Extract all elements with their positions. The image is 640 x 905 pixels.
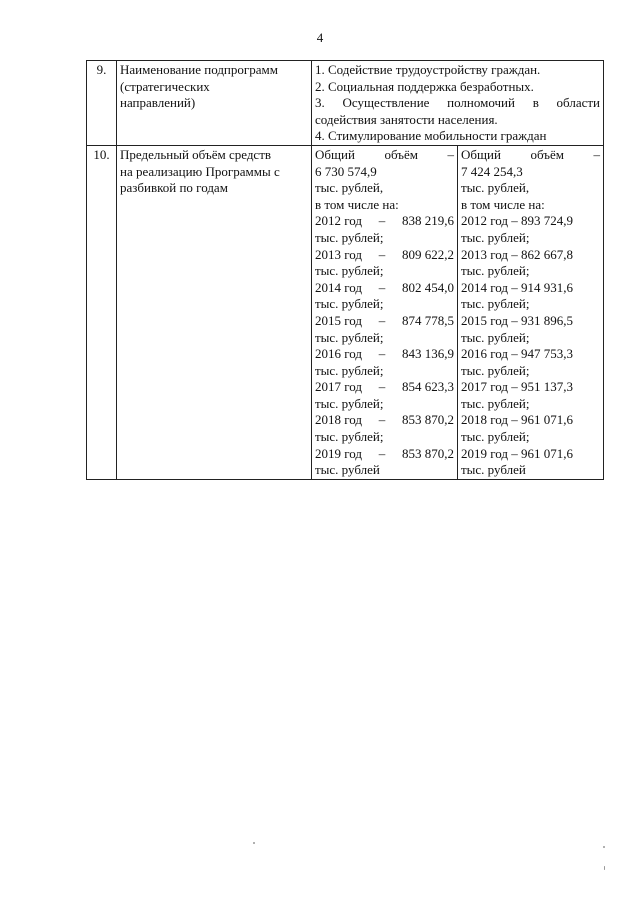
year-dash: – (378, 346, 386, 362)
funding-column-b (458, 145, 604, 479)
total-label: Общий объём – (315, 146, 454, 162)
year-unit: тыс. рублей; (461, 296, 530, 312)
year-value: 853 870,2 (402, 412, 454, 428)
row-number: 9. (87, 61, 117, 146)
year-entry: 2013 год – 862 667,8 (461, 246, 573, 262)
including-label: в том числе на: (461, 196, 545, 212)
subprogram-item: 1. Содействие трудоустройству граждан. (315, 62, 541, 77)
year-entry: 2016 год – 947 753,3 (461, 346, 573, 362)
scan-speck (604, 866, 605, 870)
total-unit: тыс. рублей, (315, 180, 384, 196)
total-label: Общий объём – (461, 146, 601, 162)
subprogram-item: 3. Осуществление полномочий в области содействия занятости населения. (315, 95, 601, 127)
row-title-line: (стратегических (120, 78, 210, 94)
year-label: 2016 год (315, 346, 362, 362)
year-entry (315, 412, 454, 429)
year-label: 2019 год (315, 445, 362, 461)
year-label: 2012 год (315, 213, 362, 229)
year-unit: тыс. рублей (461, 462, 526, 478)
table-row (87, 61, 604, 146)
row-title-cell (117, 145, 312, 479)
year-unit: тыс. рублей; (315, 263, 384, 279)
year-value: 838 219,6 (402, 213, 454, 229)
year-unit: тыс. рублей; (461, 362, 530, 378)
year-label: 2015 год (315, 312, 362, 328)
table-row (87, 145, 604, 479)
subprogram-item: 2. Социальная поддержка безработных. (315, 78, 534, 94)
row-number: 10. (87, 145, 117, 479)
subprograms-cell (312, 61, 604, 146)
year-label: 2014 год (315, 279, 362, 295)
row-title-line: направлений) (120, 95, 196, 111)
year-entry (315, 213, 454, 230)
year-unit: тыс. рублей; (461, 263, 530, 279)
year-entry: 2012 год – 893 724,9 (461, 213, 573, 229)
year-entry: 2015 год – 931 896,5 (461, 312, 573, 328)
year-dash: – (378, 312, 386, 328)
year-label: 2013 год (315, 246, 362, 262)
year-entry (315, 313, 454, 330)
year-dash: – (378, 279, 386, 295)
total-value: 7 424 254,3 (461, 163, 523, 179)
year-value: 854 623,3 (402, 379, 454, 395)
year-unit: тыс. рублей; (315, 429, 384, 445)
year-label: 2017 год (315, 379, 362, 395)
year-dash: – (378, 246, 386, 262)
year-dash: – (378, 379, 386, 395)
year-value: 802 454,0 (402, 279, 454, 295)
year-entry: 2017 год – 951 137,3 (461, 379, 573, 395)
row-title-line: Наименование подпрограмм (120, 62, 278, 77)
row-title-line: разбивкой по годам (120, 180, 228, 196)
year-unit: тыс. рублей; (315, 362, 384, 378)
year-unit: тыс. рублей; (315, 229, 384, 245)
year-unit: тыс. рублей; (461, 429, 530, 445)
year-value: 853 870,2 (402, 445, 454, 461)
program-passport-table (86, 60, 604, 480)
year-dash: – (378, 445, 386, 461)
funding-column-a (312, 145, 458, 479)
year-value: 843 136,9 (402, 346, 454, 362)
year-unit: тыс. рублей; (315, 329, 384, 345)
year-dash: – (378, 213, 386, 229)
year-dash: – (378, 412, 386, 428)
year-entry (315, 379, 454, 396)
year-entry (315, 247, 454, 264)
including-label: в том числе на: (315, 196, 399, 212)
year-entry (315, 280, 454, 297)
total-value: 6 730 574,9 (315, 163, 377, 179)
scan-speck (603, 846, 605, 848)
row-title-line: Предельный объём средств (120, 146, 272, 162)
year-entry (315, 446, 454, 463)
row-title-line: на реализацию Программы с (120, 163, 280, 179)
year-entry (315, 346, 454, 363)
year-label: 2018 год (315, 412, 362, 428)
subprogram-item: 4. Стимулирование мобильности граждан (315, 128, 547, 144)
year-unit: тыс. рублей; (461, 229, 530, 245)
page-number: 4 (316, 30, 324, 45)
year-unit: тыс. рублей; (461, 395, 530, 411)
year-unit: тыс. рублей (315, 462, 380, 478)
year-unit: тыс. рублей; (315, 296, 384, 312)
year-entry: 2018 год – 961 071,6 (461, 412, 573, 428)
year-unit: тыс. рублей; (315, 395, 384, 411)
year-entry: 2014 год – 914 931,6 (461, 279, 573, 295)
row-title-cell (117, 61, 312, 146)
year-value: 809 622,2 (402, 246, 454, 262)
total-unit: тыс. рублей, (461, 180, 530, 196)
scan-speck (253, 842, 255, 844)
year-unit: тыс. рублей; (461, 329, 530, 345)
year-value: 874 778,5 (402, 312, 454, 328)
year-entry: 2019 год – 961 071,6 (461, 445, 573, 461)
